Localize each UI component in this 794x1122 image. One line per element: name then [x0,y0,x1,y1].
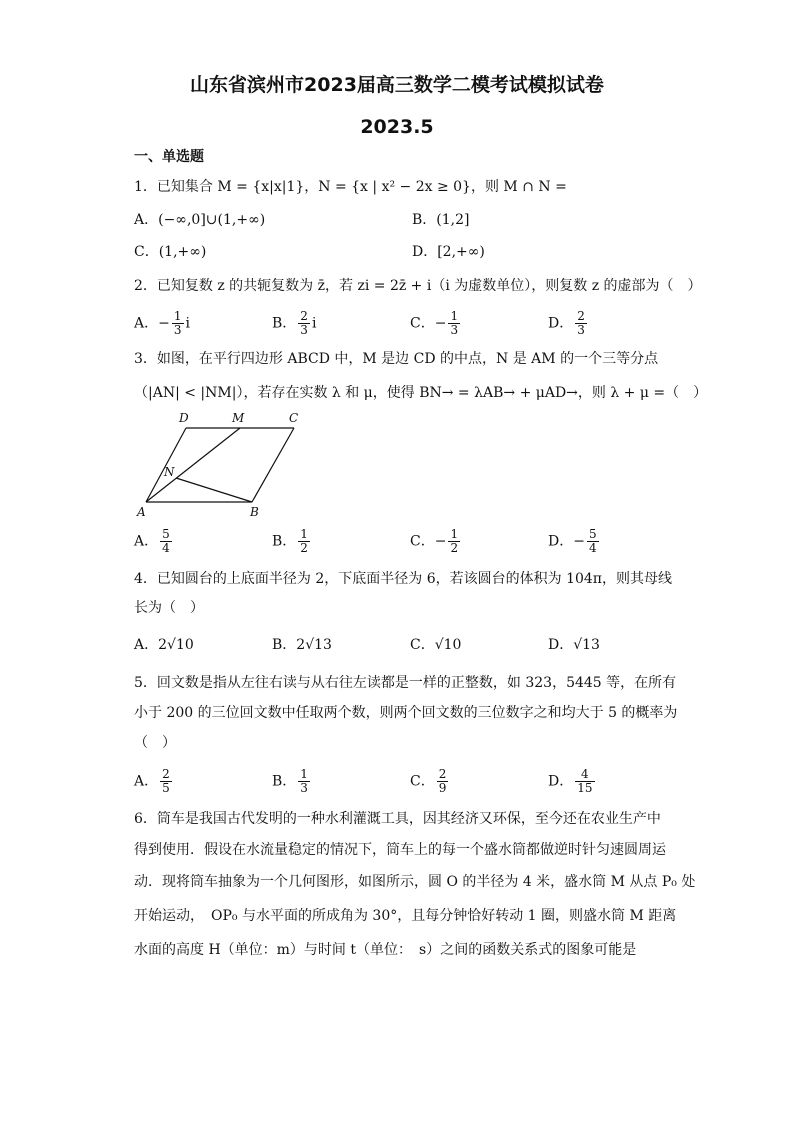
q4-option-a: A．2√10 [134,637,194,653]
q5-stem-line1: 5．回文数是指从左往右读与从右往左读都是一样的正整数，如 323，5445 等，在所有 [134,675,677,691]
denominator: 2 [300,541,308,555]
q3-option-c [410,528,462,555]
denominator: 15 [577,781,593,795]
label-d: D [179,411,189,425]
sign: − [434,315,447,332]
q6-stem-line2: 得到使用．假设在水流量稳定的情况下，筒车上的每一个盛水筒都做逆时针匀速圆周运 [134,842,666,858]
fraction [448,528,460,555]
option-label: A． [134,315,159,332]
numerator: 1 [300,527,308,541]
option-label: A． [134,773,159,790]
numerator: 1 [450,309,459,323]
label-n: N [164,465,175,479]
option-label: C． [410,773,435,790]
imaginary-unit: i [185,315,190,332]
q5-option-c [410,768,450,795]
label-c: C [289,411,299,425]
q5-option-d [548,768,597,795]
exam-title: 山东省滨州市2023届高三数学二模考试模拟试卷 [190,74,604,96]
q6-stem-line3: 动．现将筒车抽象为一个几何图形，如图所示，圆 O 的半径为 4 米，盛水筒 M 从点 P₀ 处 [134,874,696,890]
denominator: 3 [173,323,182,337]
label-a: A [137,505,146,518]
fraction [575,310,587,337]
numerator: 2 [577,309,585,323]
segment-nb [176,478,252,502]
q3-option-d [548,528,601,555]
q1-option-d: D．[2,+∞) [412,244,485,260]
imaginary-unit: i [311,315,317,332]
fraction [160,768,172,795]
denominator: 9 [438,781,447,795]
section-heading: 一、单选题 [134,149,204,165]
q2-option-b [272,310,316,337]
q4-stem-line2: 长为（ ） [134,600,204,616]
numerator: 2 [162,767,170,781]
q5-stem-line3: （ ） [134,735,176,751]
q2-stem: 2．已知复数 z 的共轭复数为 z̄，若 zi = 2z̄ + i（i 为虚数单位），则复数 z 的虚部为（ ） [134,278,702,294]
denominator: 4 [588,541,597,555]
q1-option-c: C．(1,+∞) [134,244,207,260]
q3-stem-line1: 3．如图，在平行四边形 ABCD 中，M 是边 CD 的中点，N 是 AM 的一个三等分点 [134,351,659,367]
q3-option-a [134,528,174,555]
option-label: D． [548,533,574,550]
numerator: 2 [300,309,308,323]
q5-stem-line2: 小于 200 的三位回文数中任取两个数，则两个回文数的三位数字之和均大于 5 的概率为 [134,705,678,721]
option-label: D． [548,315,574,332]
denominator: 2 [450,541,459,555]
q2-option-a [134,310,190,337]
fraction [575,768,594,795]
denominator: 3 [300,781,308,795]
q6-stem-line4: 开始运动， OP₀ 与水平面的所成角为 30°，且每分钟恰好转动 1 圈，则盛水筒 M 距离 [134,908,677,924]
q4-stem-line1: 4．已知圆台的上底面半径为 2，下底面半径为 6，若该圆台的体积为 104π，则其母线 [134,571,672,587]
option-label: D． [548,773,574,790]
q3-option-b [272,528,312,555]
label-b: B [250,505,259,518]
fraction [298,310,310,337]
fraction [160,528,172,555]
q6-stem-line5: 水面的高度 H（单位：m）与时间 t（单位： s）之间的函数关系式的图象可能是 [134,942,637,958]
parallelogram-figure [134,406,304,518]
denominator: 5 [162,781,170,795]
numerator: 1 [450,527,459,541]
sign: − [434,533,447,550]
q4-option-d: D．√13 [548,637,600,653]
q5-option-b [272,768,312,795]
segment-am [146,428,240,502]
q4-option-b: B．2√13 [272,637,332,653]
denominator: 3 [577,323,585,337]
fraction [172,310,184,337]
fraction [587,528,599,555]
sign: − [158,315,170,332]
sign: − [573,533,585,550]
option-label: B． [272,773,297,790]
numerator: 5 [588,527,597,541]
denominator: 3 [450,323,459,337]
numerator: 5 [162,527,170,541]
q3-stem-line2: （|AN| < |NM|），若存在实数 λ 和 μ，使得 BN→ = λAB→ + μAD→，则 λ + μ =（ ） [134,385,708,401]
q2-option-c [410,310,462,337]
option-label: C． [410,315,435,332]
q1-option-a: A．(−∞,0]∪(1,+∞) [134,212,266,228]
edge-bc [252,428,294,502]
numerator: 2 [438,767,447,781]
q2-option-d [548,310,589,337]
option-label: B． [272,533,297,550]
q1-stem: 1．已知集合 M = {x|x|1}，N = {x | x² − 2x ≥ 0}，则 M ∩ N = [134,179,567,195]
numerator: 1 [173,309,182,323]
option-label: B． [272,315,297,332]
fraction [298,768,310,795]
numerator: 4 [575,768,594,782]
denominator: 4 [162,541,170,555]
label-m: M [232,411,245,425]
option-label: C． [410,533,435,550]
fraction [298,528,310,555]
option-label: A． [134,533,159,550]
q5-option-a [134,768,174,795]
q4-option-c: C．√10 [410,637,462,653]
fraction [448,310,460,337]
q1-option-b: B．(1,2] [412,212,470,228]
exam-date: 2023.5 [360,116,434,138]
numerator: 1 [300,767,308,781]
fraction [437,768,449,795]
denominator: 3 [300,323,308,337]
q6-stem-line1: 6．筒车是我国古代发明的一种水利灌溉工具，因其经济又环保，至今还在农业生产中 [134,811,661,827]
